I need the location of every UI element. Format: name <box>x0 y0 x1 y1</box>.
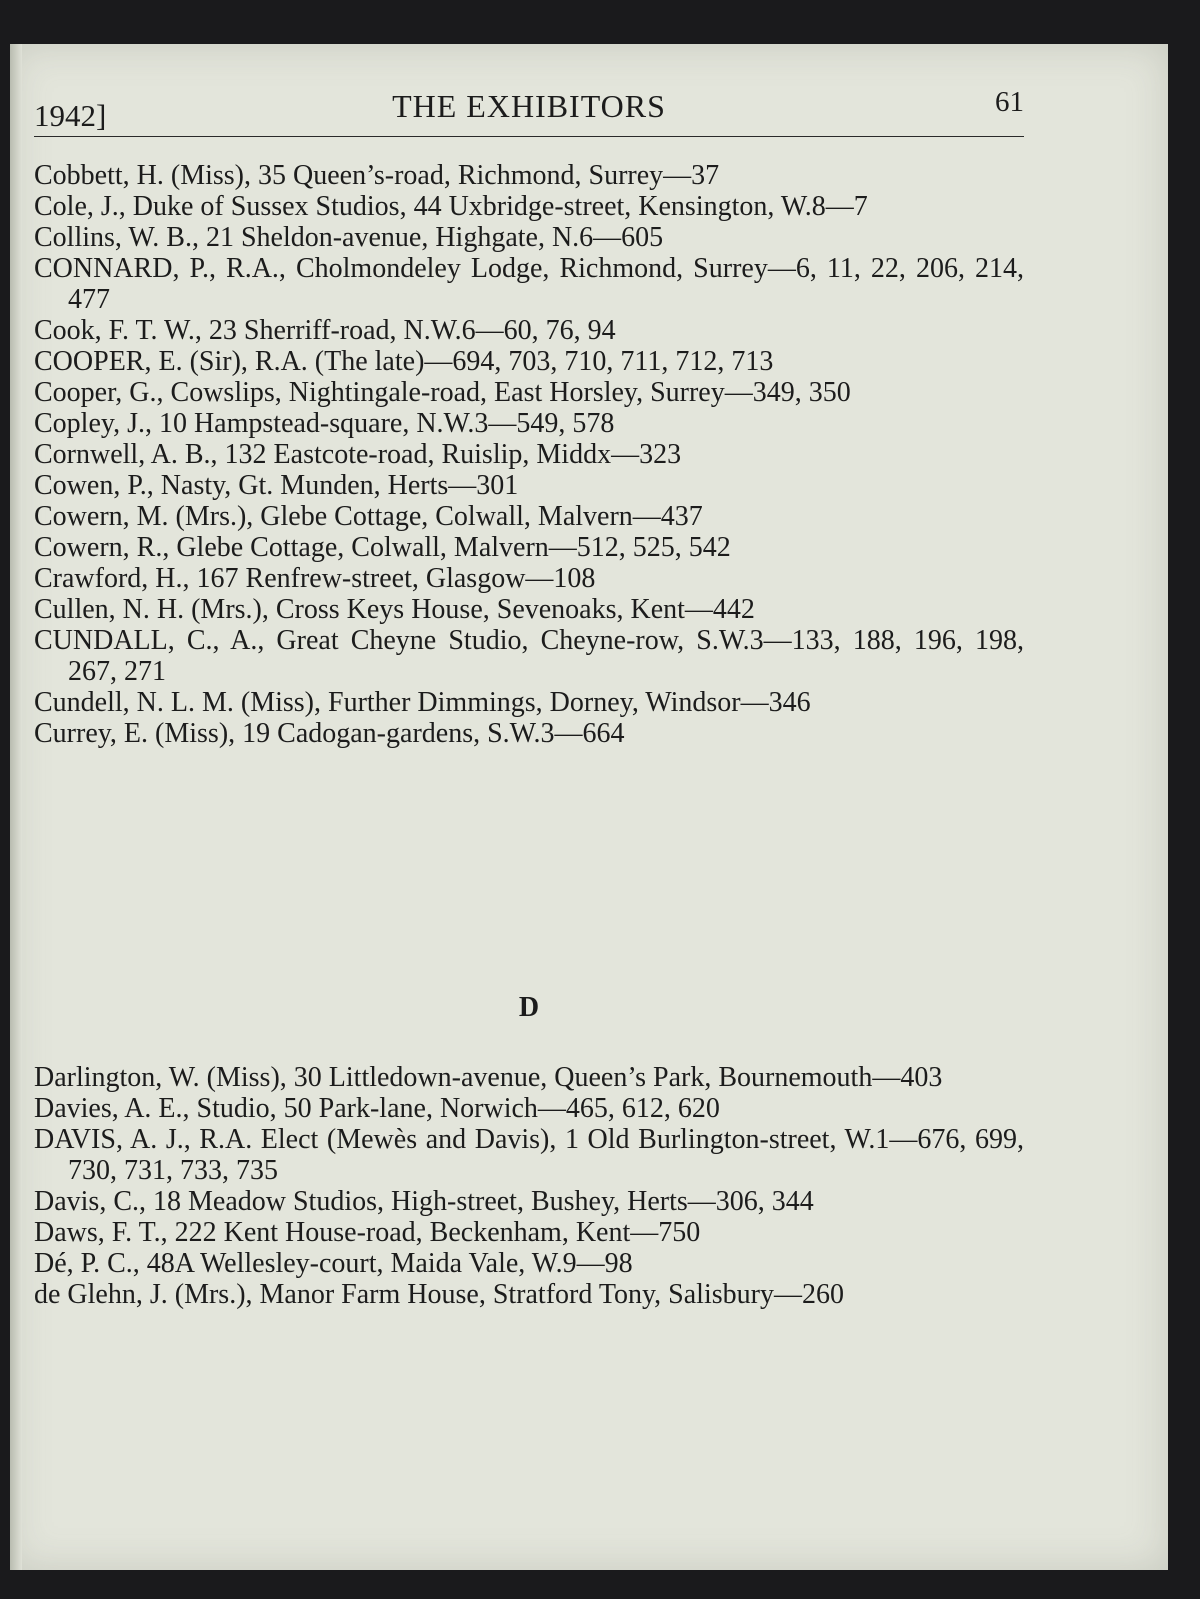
exhibitor-entry: DAVIS, A. J., R.A. Elect (Mewès and Davis), 1 Old Burlington-street, W.1—676, 699, 730, 731, 733, 735 <box>34 1124 1024 1186</box>
exhibitor-entry: Cornwell, A. B., 132 Eastcote-road, Ruislip, Middx—323 <box>34 439 682 470</box>
exhibitor-entry: Daws, F. T., 222 Kent House-road, Beckenham, Kent—750 <box>34 1217 701 1248</box>
exhibitor-list-d <box>34 1062 1024 1310</box>
header-year: 1942] <box>34 98 107 133</box>
exhibitor-entry: de Glehn, J. (Mrs.), Manor Farm House, Stratford Tony, Salisbury—260 <box>34 1279 844 1310</box>
page-number: 61 <box>995 86 1024 118</box>
exhibitor-entry: Cullen, N. H. (Mrs.), Cross Keys House, Sevenoaks, Kent—442 <box>34 594 755 625</box>
exhibitor-entry: Currey, E. (Miss), 19 Cadogan-gardens, S.W.3—664 <box>34 718 625 749</box>
exhibitor-entry: Crawford, H., 167 Renfrew-street, Glasgow—108 <box>34 563 596 594</box>
running-header <box>34 86 1024 136</box>
exhibitor-entry: CUNDALL, C., A., Great Cheyne Studio, Cheyne-row, S.W.3—133, 188, 196, 198, 267, 271 <box>34 625 1024 687</box>
exhibitor-entry: Copley, J., 10 Hampstead-square, N.W.3—549, 578 <box>34 408 615 439</box>
exhibitor-entry: Cowern, M. (Mrs.), Glebe Cottage, Colwall, Malvern—437 <box>34 501 703 532</box>
exhibitor-entry: CONNARD, P., R.A., Cholmondeley Lodge, Richmond, Surrey—6, 11, 22, 206, 214, 477 <box>34 253 1024 315</box>
exhibitor-entry: Dé, P. C., 48A Wellesley-court, Maida Vale, W.9—98 <box>34 1248 633 1279</box>
exhibitor-entry: Cobbett, H. (Miss), 35 Queen’s-road, Richmond, Surrey—37 <box>34 160 720 191</box>
exhibitor-entry: Cooper, G., Cowslips, Nightingale-road, East Horsley, Surrey—349, 350 <box>34 377 851 408</box>
exhibitor-entry: Cowern, R., Glebe Cottage, Colwall, Malvern—512, 525, 542 <box>34 532 731 563</box>
exhibitor-entry: COOPER, E. (Sir), R.A. (The late)—694, 703, 710, 711, 712, 713 <box>34 346 774 377</box>
page-gutter <box>10 44 22 1570</box>
page-title: THE EXHIBITORS <box>392 88 666 124</box>
exhibitor-entry: Cundell, N. L. M. (Miss), Further Dimmings, Dorney, Windsor—346 <box>34 687 811 718</box>
exhibitor-entry: Davies, A. E., Studio, 50 Park-lane, Norwich—465, 612, 620 <box>34 1093 720 1124</box>
exhibitor-entry: Cook, F. T. W., 23 Sherriff-road, N.W.6—60, 76, 94 <box>34 315 616 346</box>
exhibitor-list-c <box>34 160 1024 749</box>
exhibitor-entry: Cowen, P., Nasty, Gt. Munden, Herts—301 <box>34 470 519 501</box>
header-rule <box>34 136 1024 137</box>
exhibitor-entry: Collins, W. B., 21 Sheldon-avenue, Highgate, N.6—605 <box>34 222 664 253</box>
exhibitor-entry: Cole, J., Duke of Sussex Studios, 44 Uxbridge-street, Kensington, W.8—7 <box>34 191 868 222</box>
exhibitor-entry: Darlington, W. (Miss), 30 Littledown-avenue, Queen’s Park, Bournemouth—403 <box>34 1062 943 1093</box>
section-heading-d: D <box>518 992 540 1023</box>
exhibitor-entry: Davis, C., 18 Meadow Studios, High-street, Bushey, Herts—306, 344 <box>34 1186 814 1217</box>
